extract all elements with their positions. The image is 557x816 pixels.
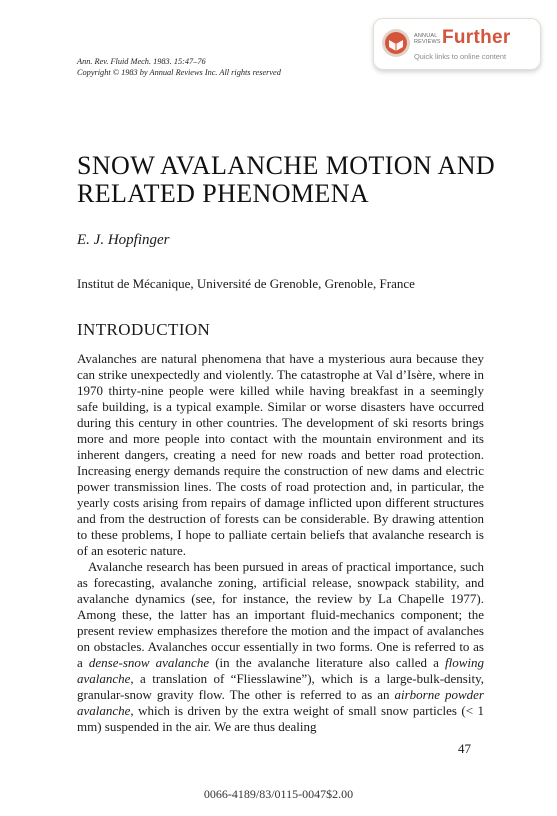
- paragraph-1: Avalanches are natural phenomena that have a mysterious aura because they can strike unexpectedly and violently. The catastrophe at Val d’Isère, where in 1970 thirty-nine people were killed while having breakfast in a seemingly safe building, is a typical example. Similar or worse disasters have occurred during this century in other countries. The development of ski resorts brings more and more people into contact with the mountain environment and its inherent dangers, creating a need for new roads and better road protection. Increasing energy demands require the construction of new dams and electric power transmission lines. The costs of road protection and, in particular, the yearly costs arising from repairs of damage inflicted upon different structures and from the destruction of forests can be considerable. By drawing attention to these problems, I hope to palliate certain beliefs that avalanche research is of an esoteric nature.: [77, 351, 484, 558]
- term-dense-snow: dense-snow avalanche: [88, 655, 210, 670]
- further-small-text: ANNUAL REVIEWS: [414, 33, 441, 45]
- body-text: [77, 351, 484, 735]
- paragraph-2-text-c: , a translation of “Fliesslawine”), which is a large-bulk-density, granular-snow gravity flow. The other is referred to as an: [77, 671, 484, 702]
- page-number: 47: [458, 741, 471, 756]
- author-name: E. J. Hopfinger: [77, 232, 170, 248]
- copyright-line: Copyright © 1983 by Annual Reviews Inc. All rights reserved: [77, 68, 281, 77]
- author-affiliation: Institut de Mécanique, Université de Grenoble, Grenoble, France: [77, 276, 415, 291]
- further-word: Further: [442, 27, 511, 48]
- term-flowing-avalanche: flowing avalanche: [77, 655, 484, 686]
- section-heading: INTRODUCTION: [77, 320, 211, 339]
- further-logo-icon: [381, 28, 411, 58]
- header-citation: [77, 56, 281, 78]
- article-title: SNOW AVALANCHE MOTION AND RELATED PHENOMENA: [77, 151, 496, 208]
- paragraph-2-text-a: Avalanche research has been pursued in areas of practical importance, such as forecasting, avalanche zoning, artificial release, snowpack stability, and avalanche dynamics (see, for instance, the review by La Chapelle 1977). Among these, the latter has an important fluid-mechanics component; the present review emphasizes therefore the motion and the impact of avalanches on obstacles. Avalanches occur essentially in two forms. One is referred to as a: [77, 559, 484, 670]
- paragraph-2-text-b: (in the avalanche literature also called a: [209, 655, 445, 670]
- further-badge[interactable]: [373, 18, 541, 70]
- term-airborne-powder: airborne powder avalanche: [77, 687, 484, 718]
- journal-line: Ann. Rev. Fluid Mech. 1983. 15:47–76: [77, 57, 206, 66]
- paragraph-2-text-d: , which is driven by the extra weight of small snow particles (< 1 mm) suspended in the air. We are thus dealing: [77, 703, 484, 734]
- paragraph-2: [77, 559, 484, 735]
- further-subtitle: Quick links to online content: [414, 52, 507, 61]
- footer-code: 0066-4189/83/0115-0047$2.00: [203, 787, 354, 801]
